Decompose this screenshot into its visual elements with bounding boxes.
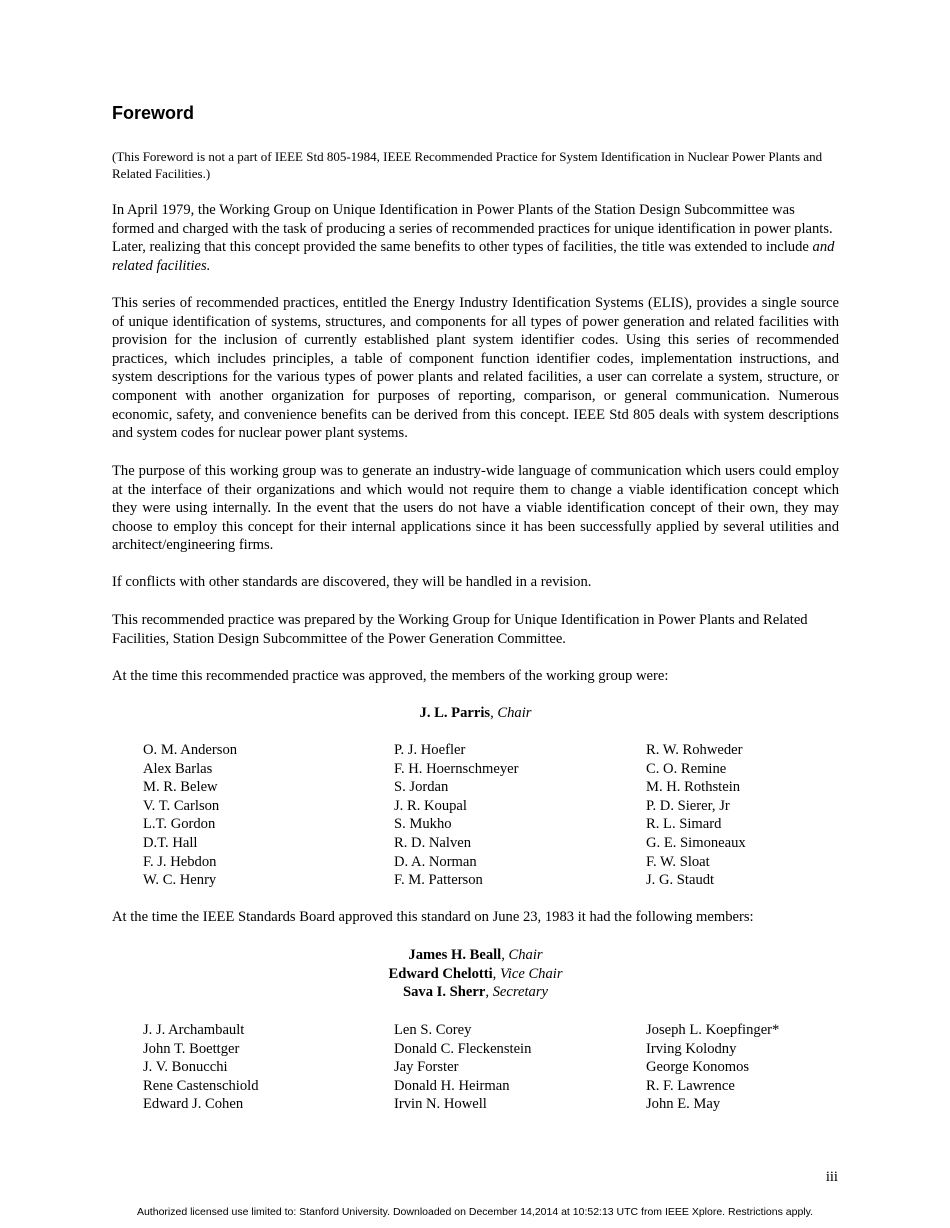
member: Donald H. Heirman [394,1077,510,1094]
member: M. R. Belew [143,779,218,796]
paragraph-7: At the time the IEEE Standards Board approved this standard on June 23, 1983 it had the following members: [112,909,754,925]
member: L.T. Gordon [143,816,216,833]
member: George Konomos [646,1059,750,1076]
member: John E. May [646,1096,721,1113]
member: G. E. Simoneaux [646,834,746,851]
member: C. O. Remine [646,760,727,777]
member: R. F. Lawrence [646,1077,735,1094]
member: F. W. Sloat [646,853,710,870]
member: M. H. Rothstein [646,779,741,796]
member: Len S. Corey [394,1022,472,1038]
member: S. Jordan [394,779,449,796]
paragraph-1-text: In April 1979, the Working Group on Unique Identification in Power Plants of the Station Design Subcommittee was formed and charged with the task of producing a series of recommended practices for unique identification in power plants. Later, realizing that this concept provided the same benefits to other types of facilities, the title was extended to include [112,202,833,256]
member: O. M. Anderson [143,742,238,758]
member: R. W. Rohweder [646,742,743,758]
officer-name: Edward Chelotti [388,966,493,982]
member: Irving Kolodny [646,1040,737,1057]
member: D. A. Norman [394,853,477,870]
wg-column-1 [143,741,237,890]
member: Edward J. Cohen [143,1096,244,1113]
board-vice-chair [112,965,839,984]
member: S. Mukho [394,816,452,833]
board-column-2 [394,1021,531,1114]
member: J. G. Staudt [646,872,715,889]
paragraph-4: If conflicts with other standards are discovered, they will be handled in a revision. [112,574,592,590]
officer-role: , Secretary [485,984,548,1000]
wg-column-2 [394,741,518,890]
page-number: iii [825,1169,838,1185]
board-chair [112,946,839,965]
member: Joseph L. Koepfinger* [646,1022,780,1038]
member: F. H. Hoernschmeyer [394,760,519,777]
member: R. L. Simard [646,816,722,833]
paragraph-1 [112,201,839,275]
paragraph-1-italic: and related facilities. [112,239,835,274]
member: W. C. Henry [143,872,217,889]
paragraph-3: The purpose of this working group was to generate an industry-wide language of communication which users could employ at the interface of their organizations and which would not require them to change a viable identification concept which they were using internally. In the event that the users do not have a viable identification concept of their own, they may choose to employ this concept for their internal applications since it has been successfully applied by several utilities and architect/engineering firms. [112,463,839,554]
member: J. J. Archambault [143,1022,245,1038]
working-group-chair [112,704,839,723]
member: Alex Barlas [143,760,213,777]
member: V. T. Carlson [143,797,220,814]
paragraph-5: This recommended practice was prepared by the Working Group for Unique Identification in Power Plants and Related Facilities, Station Design Subcommittee of the Power Generation Committee. [112,612,808,647]
member: Rene Castenschiold [143,1077,259,1094]
member: R. D. Nalven [394,834,472,851]
chair-role: , Chair [490,705,532,721]
member: D.T. Hall [143,834,198,851]
member: Jay Forster [394,1059,459,1076]
member: J. R. Koupal [394,797,467,814]
member: Irvin N. Howell [394,1096,487,1113]
board-secretary [112,983,839,1002]
officer-role: , Chair [501,947,543,963]
paragraph-6: At the time this recommended practice was approved, the members of the working group were: [112,668,669,684]
wg-column-3 [646,741,746,890]
member: P. J. Hoefler [394,742,466,758]
board-column-3 [646,1021,779,1114]
chair-name: J. L. Parris [419,705,491,721]
officer-role: , Vice Chair [492,966,563,982]
page-title: Foreword [112,103,195,123]
officer-name: Sava I. Sherr [403,984,486,1000]
board-column-1 [143,1021,259,1114]
member: F. J. Hebdon [143,853,217,870]
license-footer: Authorized licensed use limited to: Stanford University. Downloaded on December 14,2014 at 10:52:13 UTC from IEEE Xplore. Restrictions apply. [136,1206,814,1218]
foreword-note: (This Foreword is not a part of IEEE Std 805-1984, IEEE Recommended Practice for System Identification in Nuclear Power Plants and Related Facilities.) [112,149,823,181]
member: F. M. Patterson [394,872,483,889]
paragraph-2: This series of recommended practices, entitled the Energy Industry Identification Systems (ELIS), provides a single source of unique identification of systems, structures, and components for all types of power generation and related facilities with provision for the inclusion of currently established plant system identifier codes. Using this series of recommended practices, which includes principles, a table of component function identifier codes, implementation instructions, and system descriptions for the various types of power plants and related facilities, a user can correlate a system, structure, or component with another organization for purposes of reporting, comparison, or general communication. Numerous economic, safety, and convenience benefits can be derived from this concept. IEEE Std 805 deals with system descriptions and system codes for nuclear power plant systems. [112,295,839,442]
member: J. V. Bonucchi [143,1059,228,1076]
member: John T. Boettger [143,1040,240,1057]
member: P. D. Sierer, Jr [646,797,730,814]
officer-name: James H. Beall [408,947,502,963]
member: Donald C. Fleckenstein [394,1040,532,1057]
